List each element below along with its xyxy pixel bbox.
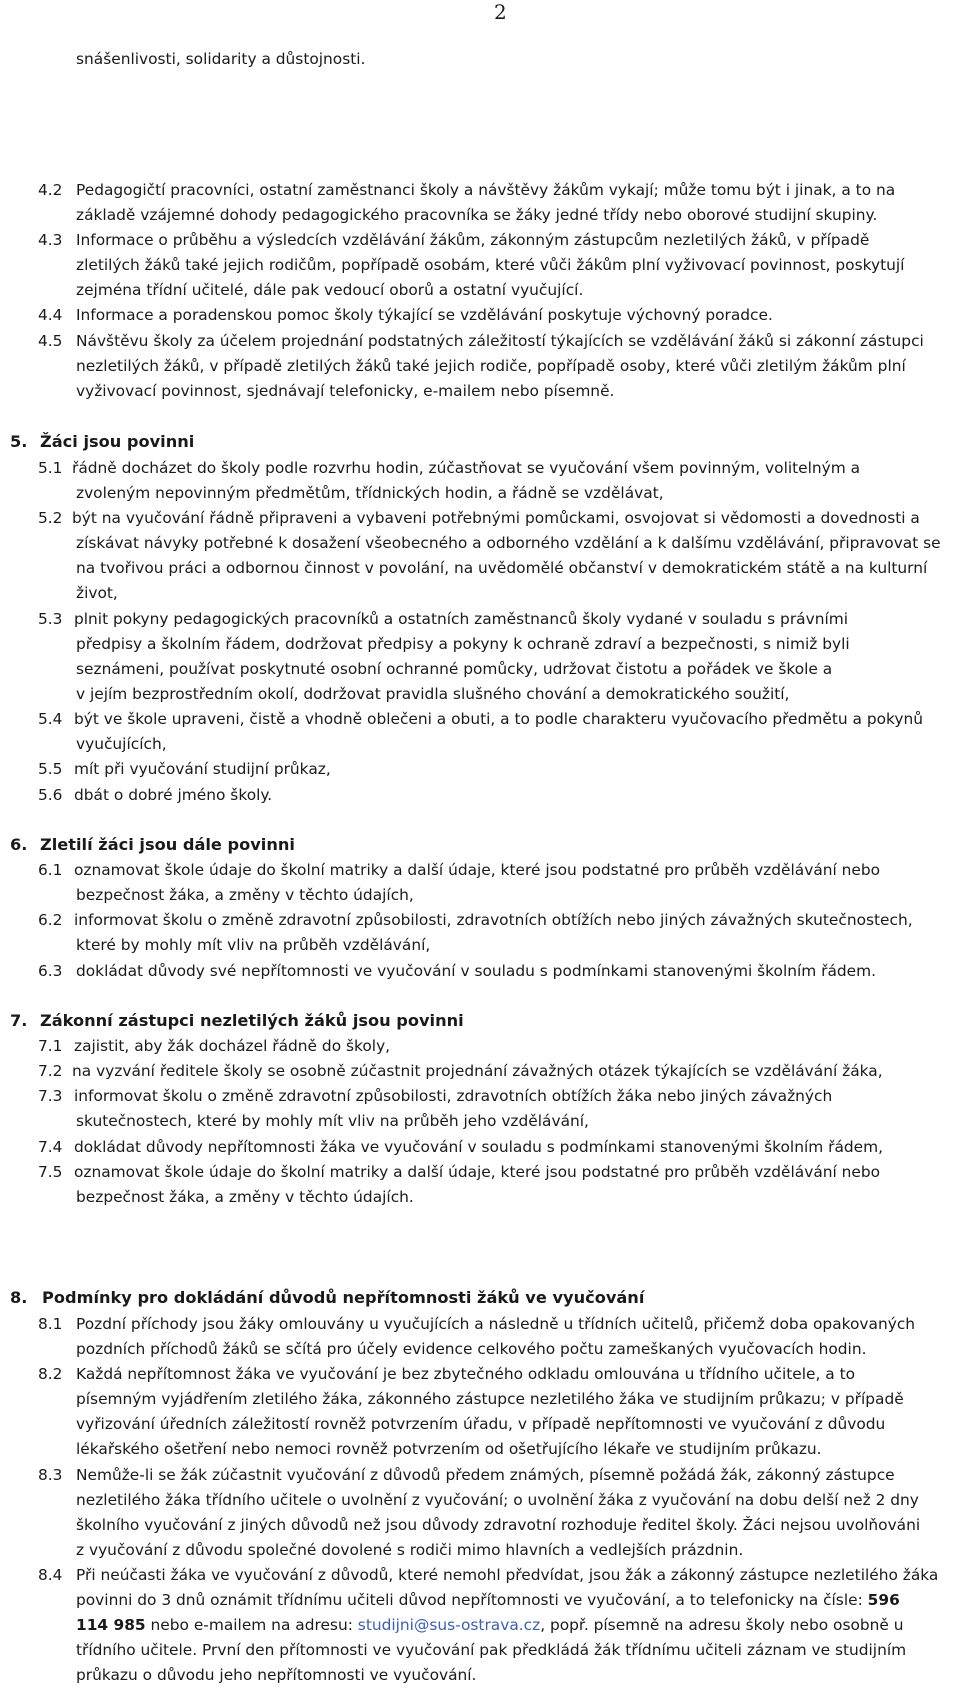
paragraph-line: Při neúčasti žáka ve vyučování z důvodů, které nemohl předvídat, jsou žák a zákonný zástupce nezletilého žáka: [76, 1566, 939, 1584]
paragraph-line: Návštěvu školy za účelem projednání podstatných záležitostí týkajících se vzdělávání žáků si zákonní zástupci: [76, 332, 924, 350]
paragraph-line: vyučujících,: [76, 735, 167, 753]
item-number: 8.3: [38, 1466, 63, 1484]
phone-number-part: 114 985: [76, 1616, 146, 1634]
item-number: 5.5: [38, 760, 63, 778]
paragraph-line: nezletilých žáků, v případě zletilých žáků také jejich rodiče, popřípadě osoby, které vůči zletilým žákům plní: [76, 357, 906, 375]
paragraph-line: seznámeni, používat poskytnuté osobní ochranné pomůcky, udržovat čistotu a pořádek ve škole a: [76, 660, 833, 678]
item-number: 8.2: [38, 1365, 63, 1383]
item-number: 7.4: [38, 1138, 63, 1156]
item-number: 4.3: [38, 231, 63, 249]
paragraph-line: informovat školu o změně zdravotní způsobilosti, zdravotních obtížích nebo jiných závažných skutečnostech,: [74, 911, 913, 929]
paragraph-line: zvoleným nepovinným předmětům, třídnických hodin, a řádně se vzdělávat,: [76, 484, 664, 502]
item-number: 5.6: [38, 786, 63, 804]
paragraph-line: v jejím bezprostředním okolí, dodržovat pravidla slušného chování a demokratického soužití,: [76, 685, 790, 703]
paragraph-line: Nemůže-li se žák zúčastnit vyučování z důvodů předem známých, písemně požádá žák, zákonný zástupce: [76, 1466, 895, 1484]
paragraph-line: Pedagogičtí pracovníci, ostatní zaměstnanci školy a návštěvy žákům vykají; může tomu být i jinak, a to na: [76, 181, 896, 199]
paragraph-line: řádně docházet do školy podle rozvrhu hodin, zúčastňovat se vyučování všem povinným, volitelným a: [72, 459, 861, 477]
paragraph-line: informovat školu o změně zdravotní způsobilosti, zdravotních obtížích žáka nebo jiných závažných: [74, 1087, 833, 1105]
paragraph-text: povinni do 3 dnů oznámit třídnímu učiteli důvod nepřítomnosti ve vyučování, a to telefonicky na čísle:: [76, 1591, 863, 1609]
paragraph-line: na vyzvání ředitele školy se osobně zúčastnit projednání závažných otázek týkajících se vzdělávání žáka,: [72, 1062, 883, 1080]
paragraph-line: zejména třídní učitelé, dále pak vedoucí oborů a ostatní vyučující.: [76, 281, 584, 299]
paragraph-line: oznamovat škole údaje do školní matriky a další údaje, které jsou podstatné pro průběh vzdělávání nebo: [74, 861, 881, 879]
paragraph-line: být na vyučování řádně připraveni a vybaveni potřebnými pomůckami, osvojovat si vědomosti a dovednosti a: [72, 509, 920, 527]
paragraph-line: [76, 1615, 904, 1635]
intro-line: snášenlivosti, solidarity a důstojnosti.: [76, 50, 366, 68]
section-number: 8.: [10, 1288, 28, 1307]
paragraph-line: život,: [76, 584, 118, 602]
paragraph-line: skutečnostech, které by mohly mít vliv na průběh jeho vzdělávání,: [76, 1112, 589, 1130]
section-number: 5.: [10, 432, 28, 451]
item-number: 5.2: [38, 509, 63, 527]
item-number: 5.4: [38, 710, 63, 728]
item-number: 6.2: [38, 911, 63, 929]
paragraph-line: z vyučování z důvodu společné dovolené s rodiči mimo hlavních a vedlejších prázdnin.: [76, 1541, 744, 1559]
item-number: 7.1: [38, 1037, 63, 1055]
paragraph-line: vyřizování úředních záležitostí rovněž potvrzením úřadu, v případě nepřítomnosti ve vyučování z důvodu: [76, 1415, 886, 1433]
paragraph-line: Informace a poradenskou pomoc školy týkající se vzdělávání poskytuje výchovný poradce.: [76, 306, 773, 324]
paragraph-line: lékařského ošetření nebo nemoci rovněž potvrzením od ošetřujícího lékaře ve studijním průkazu.: [76, 1440, 822, 1458]
paragraph-line: zletilých žáků také jejich rodičům, popřípadě osobám, které vůči žákům plní vyživovací povinnost, poskytují: [76, 256, 905, 274]
item-number: 6.3: [38, 962, 63, 980]
item-number: 7.3: [38, 1087, 63, 1105]
paragraph-line: nezletilého žáka třídního učitele o uvolnění z vyučování; o uvolnění žáka z vyučování na dobu delší než 2 dny: [76, 1491, 919, 1509]
paragraph-line: plnit pokyny pedagogických pracovníků a ostatních zaměstnanců školy vydané v souladu s právními: [74, 610, 848, 628]
paragraph-line: Pozdní příchody jsou žáky omlouvány u vyučujících a následně u třídních učitelů, přičemž doba opakovaných: [76, 1315, 916, 1333]
section-number: 6.: [10, 835, 28, 854]
item-number: 8.1: [38, 1315, 63, 1333]
paragraph-line: bezpečnost žáka, a změny v těchto údajích,: [76, 886, 414, 904]
phone-number-part: 596: [867, 1591, 900, 1609]
section-heading: Zákonní zástupci nezletilých žáků jsou povinni: [40, 1011, 464, 1030]
paragraph-line: [76, 1590, 900, 1610]
item-number: 6.1: [38, 861, 63, 879]
paragraph-line: třídního učitele. První den přítomnosti ve vyučování pak předkládá žák třídnímu učiteli záznam ve studijním: [76, 1641, 907, 1659]
paragraph-line: dbát o dobré jméno školy.: [74, 786, 273, 804]
item-number: 5.1: [38, 459, 63, 477]
item-number: 4.5: [38, 332, 63, 350]
section-heading: Podmínky pro dokládání důvodů nepřítomnosti žáků ve vyučování: [42, 1288, 645, 1307]
paragraph-line: dokládat důvody nepřítomnosti žáka ve vyučování v souladu s podmínkami stanovenými školním řádem,: [74, 1138, 883, 1156]
paragraph-line: předpisy a školním řádem, dodržovat předpisy a pokyny k ochraně zdraví a bezpečnosti, s nimiž byli: [76, 635, 850, 653]
paragraph-line: mít při vyučování studijní průkaz,: [74, 760, 331, 778]
paragraph-line: písemným vyjádřením zletilého žáka, zákonného zástupce nezletilého žáka ve studijním průkazu; v případě: [76, 1390, 904, 1408]
paragraph-line: zajistit, aby žák docházel řádně do školy,: [74, 1037, 391, 1055]
email-link[interactable]: studijni@sus-ostrava.cz: [357, 1616, 541, 1634]
section-heading: Žáci jsou povinni: [40, 432, 195, 451]
paragraph-line: bezpečnost žáka, a změny v těchto údajích.: [76, 1188, 414, 1206]
item-number: 5.3: [38, 610, 63, 628]
paragraph-line: na tvořivou práci a odbornou činnost v povolání, na uvědomělé občanství v demokratickém státě a na kulturní: [76, 559, 928, 577]
paragraph-text: nebo e-mailem na adresu:: [150, 1616, 353, 1634]
section-number: 7.: [10, 1011, 28, 1030]
paragraph-line: být ve škole upraveni, čistě a vhodně oblečeni a obuti, a to podle charakteru vyučovacího předmětu a pokynů: [74, 710, 924, 728]
paragraph-line: Každá nepřítomnost žáka ve vyučování je bez zbytečného odkladu omlouvána u třídního učitele, a to: [76, 1365, 856, 1383]
paragraph-line: dokládat důvody své nepřítomnosti ve vyučování v souladu s podmínkami stanovenými školním řádem.: [76, 962, 877, 980]
paragraph-text: , popř. písemně na adresu školy nebo osobně u: [540, 1616, 904, 1634]
paragraph-line: základě vzájemné dohody pedagogického pracovníka se žáky jedné třídy nebo oborové studijní skupiny.: [76, 206, 878, 224]
paragraph-line: získávat návyky potřebné k dosažení všeobecného a odborného vzdělání a k dalšímu vzdělávání, připravovat se: [76, 534, 941, 552]
page-number: 2: [494, 0, 507, 24]
paragraph-line: Informace o průběhu a výsledcích vzdělávání žákům, zákonným zástupcům nezletilých žáků, v případě: [76, 231, 870, 249]
paragraph-line: pozdních příchodů žáků se sčítá pro účely evidence celkového počtu zameškaných vyučovacích hodin.: [76, 1340, 867, 1358]
paragraph-line: školního vyučování z jiných důvodů než jsou důvody zdravotní rozhoduje ředitel školy. Žáci nejsou uvolňováni: [76, 1516, 921, 1534]
item-number: 4.2: [38, 181, 63, 199]
paragraph-line: oznamovat škole údaje do školní matriky a další údaje, které jsou podstatné pro průběh vzdělávání nebo: [74, 1163, 881, 1181]
item-number: 7.2: [38, 1062, 63, 1080]
paragraph-line: které by mohly mít vliv na průběh vzdělávání,: [76, 936, 431, 954]
item-number: 7.5: [38, 1163, 63, 1181]
paragraph-line: průkazu o důvodu jeho nepřítomnosti ve vyučování.: [76, 1666, 477, 1684]
item-number: 8.4: [38, 1566, 63, 1584]
item-number: 4.4: [38, 306, 63, 324]
paragraph-line: vyživovací povinnost, sjednávají telefonicky, e-mailem nebo písemně.: [76, 382, 615, 400]
section-heading: Zletilí žáci jsou dále povinni: [40, 835, 295, 854]
